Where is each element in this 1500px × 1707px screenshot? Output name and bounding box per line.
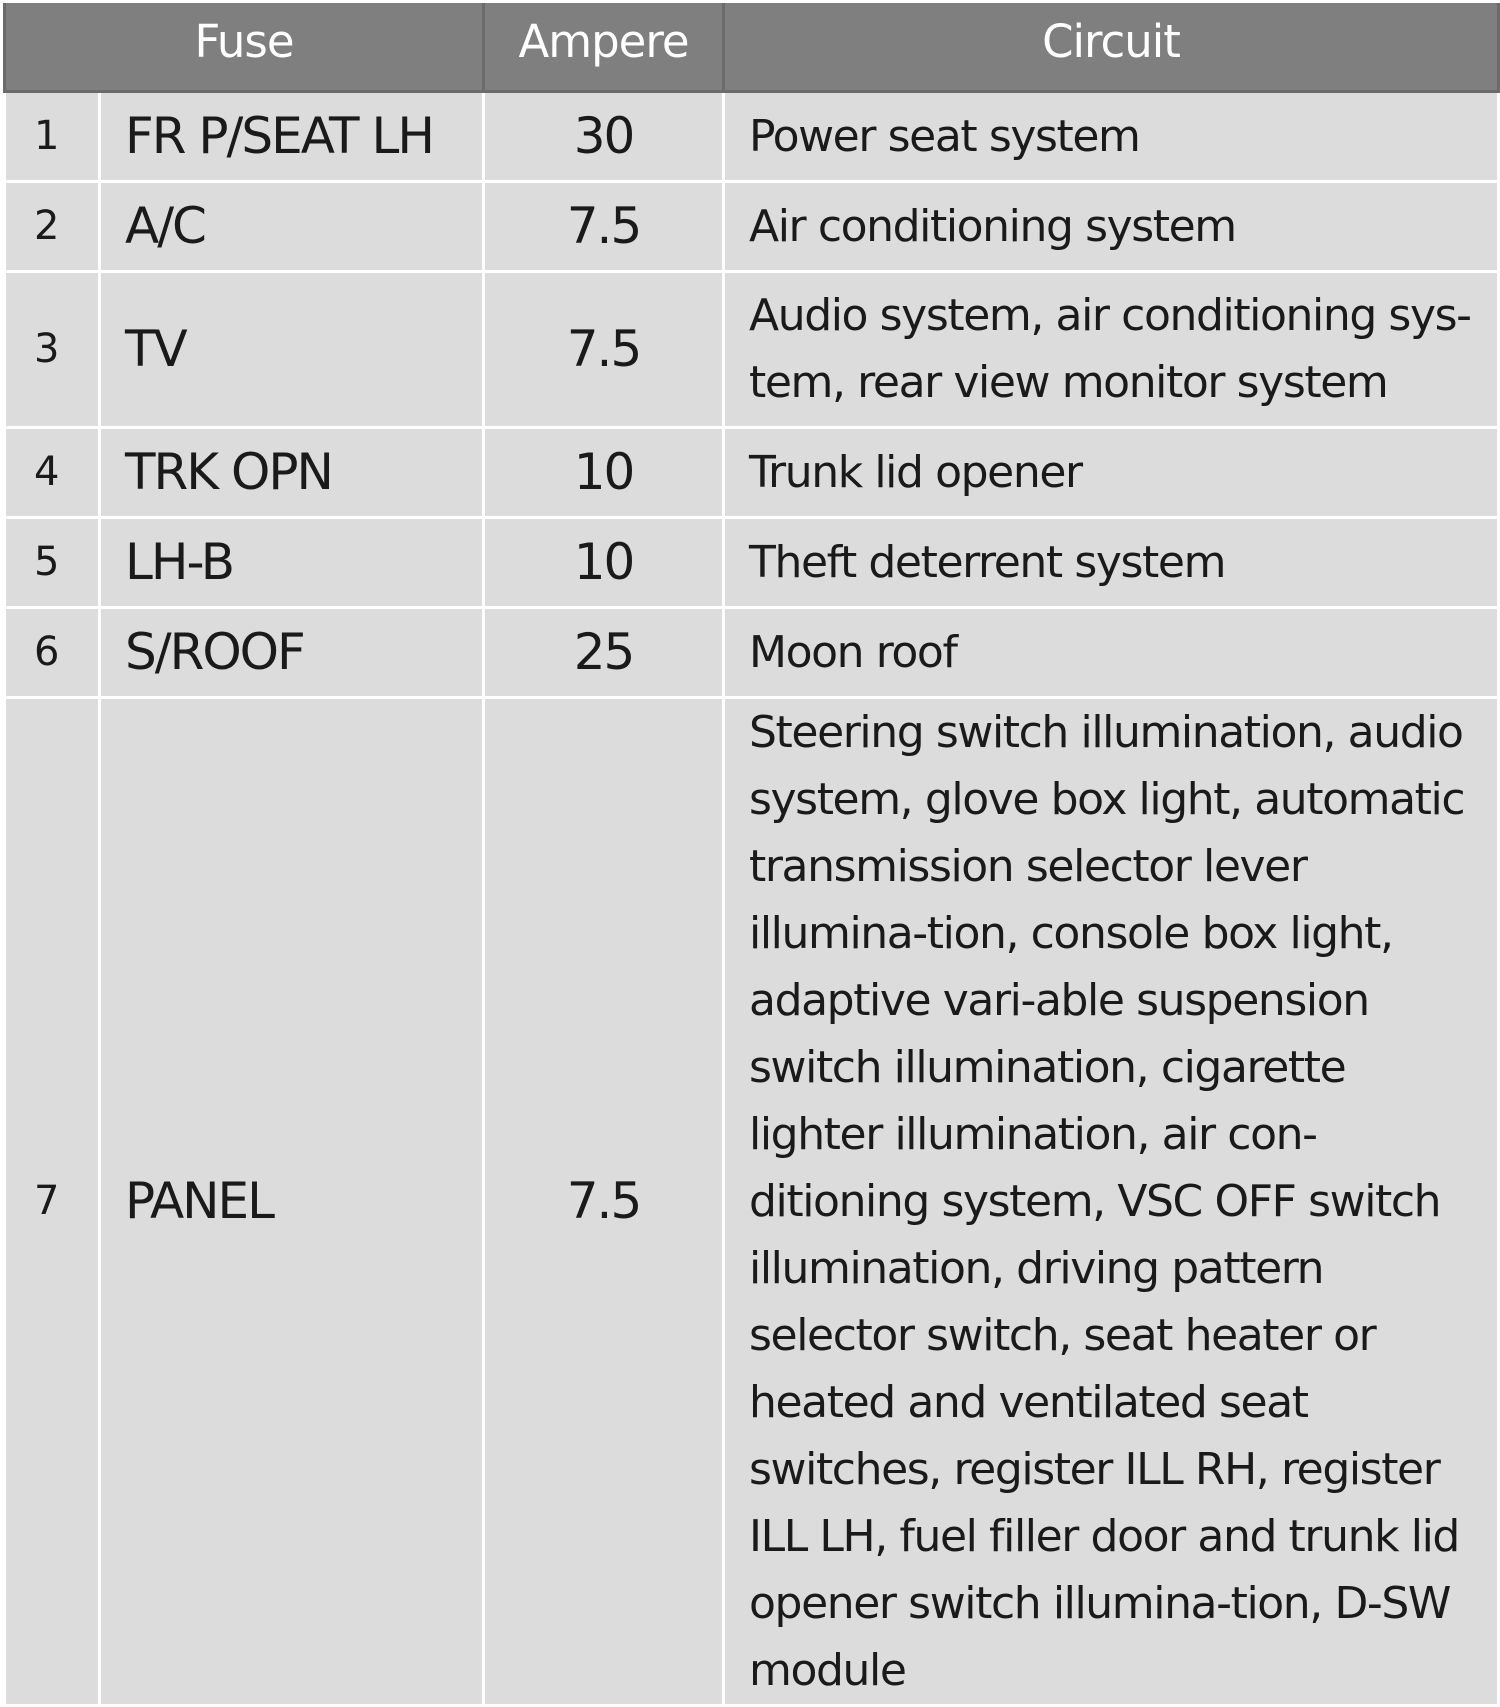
fuse-name: FR P/SEAT LH xyxy=(100,91,484,181)
fuse-ampere: 7.5 xyxy=(484,181,724,271)
fuse-number: 4 xyxy=(5,427,100,517)
table-row xyxy=(5,91,1499,181)
fuse-circuit: Steering switch illumination, audio system, glove box light, automatic transmission selector lever illumina-tion, console box light, adaptive vari-able suspension switch illumination, cigarette lighter illumination, air con-ditioning system, VSC OFF switch illumination, driving pattern selector switch, seat heater or heated and ventilated seat switches, register ILL RH, register ILL LH, fuel filler door and trunk lid opener switch illumina-tion, D-SW module xyxy=(724,697,1499,1705)
table-row xyxy=(5,271,1499,427)
fuse-ampere: 7.5 xyxy=(484,697,724,1705)
fuse-name: TV xyxy=(100,271,484,427)
fuse-name: TRK OPN xyxy=(100,427,484,517)
fuse-number: 6 xyxy=(5,607,100,697)
table-row xyxy=(5,181,1499,271)
fuse-circuit: Audio system, air conditioning sys-tem, rear view monitor system xyxy=(724,271,1499,427)
fuse-number: 1 xyxy=(5,91,100,181)
table-row xyxy=(5,517,1499,607)
fuse-ampere: 30 xyxy=(484,91,724,181)
fuse-circuit: Air conditioning system xyxy=(724,181,1499,271)
fuse-name: PANEL xyxy=(100,697,484,1705)
table-row xyxy=(5,427,1499,517)
fuse-name: S/ROOF xyxy=(100,607,484,697)
fuse-circuit: Moon roof xyxy=(724,607,1499,697)
header-circuit: Circuit xyxy=(724,3,1499,91)
header-row xyxy=(5,3,1499,91)
fuse-ampere: 10 xyxy=(484,517,724,607)
fuse-name: LH-B xyxy=(100,517,484,607)
header-fuse: Fuse xyxy=(5,3,484,91)
table-row xyxy=(5,697,1499,1705)
fuse-name: A/C xyxy=(100,181,484,271)
fuse-ampere: 25 xyxy=(484,607,724,697)
fuse-table xyxy=(3,3,1500,1707)
fuse-number: 5 xyxy=(5,517,100,607)
header-ampere: Ampere xyxy=(484,3,724,91)
fuse-circuit: Trunk lid opener xyxy=(724,427,1499,517)
fuse-number: 3 xyxy=(5,271,100,427)
fuse-ampere: 7.5 xyxy=(484,271,724,427)
fuse-ampere: 10 xyxy=(484,427,724,517)
fuse-circuit: Theft deterrent system xyxy=(724,517,1499,607)
fuse-number: 7 xyxy=(5,697,100,1705)
fuse-circuit: Power seat system xyxy=(724,91,1499,181)
table-row xyxy=(5,607,1499,697)
fuse-number: 2 xyxy=(5,181,100,271)
